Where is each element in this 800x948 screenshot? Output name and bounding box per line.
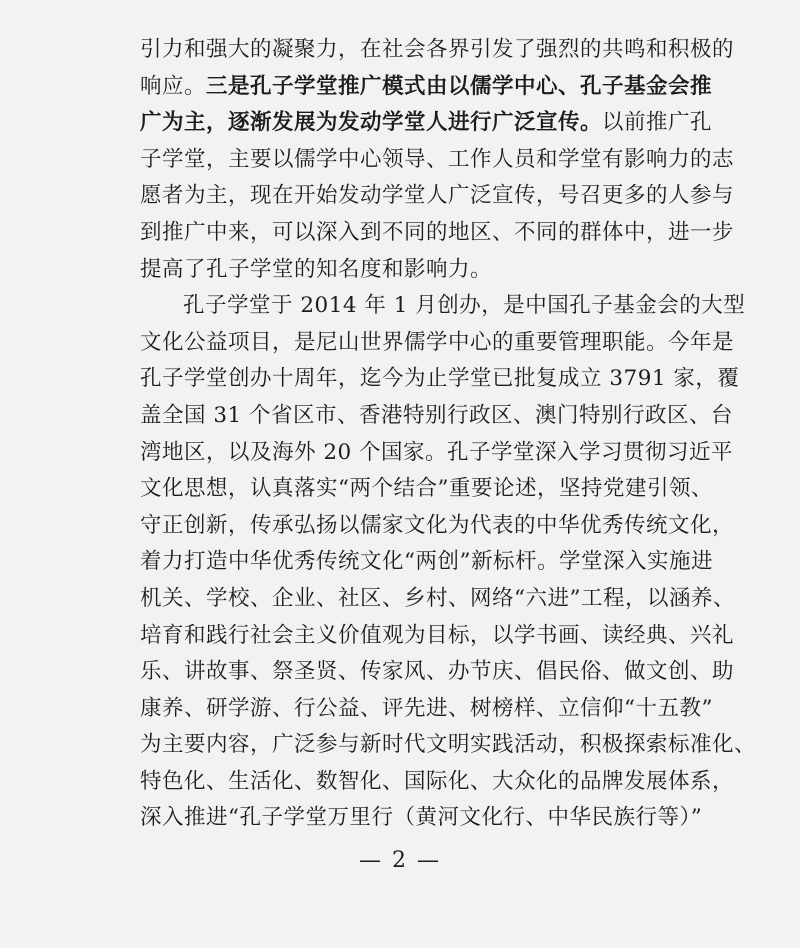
text-line: 守正创新，传承弘扬以儒家文化为代表的中华优秀传统文化， [140,512,735,538]
text-line: 子学堂，主要以儒学中心领导、工作人员和学堂有影响力的志 [140,146,735,172]
text-line: 康养、研学游、行公益、评先进、树榜样、立信仰“十五教” [140,695,713,721]
bold-text-segment: 三是孔子学堂推广模式由以儒学中心、孔子基金会推 [206,73,713,99]
text-line: 愿者为主，现在开始发动学堂人广泛宣传，号召更多的人参与 [140,183,735,209]
paragraph-start-line: 孔子学堂于 2014 年 1 月创办，是中国孔子基金会的大型 [183,293,746,319]
text-line: 机关、学校、企业、社区、乡村、网络“六进”工程，以涵养、 [140,585,735,611]
text-line: 到推广中来，可以深入到不同的地区、不同的群体中，进一步 [140,219,735,245]
text-line: 为主要内容，广泛参与新时代文明实践活动，积极探索标准化、 [140,732,757,758]
text-line [140,69,713,106]
text-line: 湾地区，以及海外 20 个国家。孔子学堂深入学习贯彻习近平 [140,439,734,465]
text-line: 着力打造中华优秀传统文化“两创”新标杆。学堂深入实施进 [140,549,713,575]
text-line: 盖全国 31 个省区市、香港特别行政区、澳门特别行政区、台 [140,402,734,428]
text-line: 孔子学堂创办十周年，迄今为止学堂已批复成立 3791 家，覆 [140,366,740,392]
text-line: 引力和强大的凝聚力，在社会各界引发了强烈的共鸣和积极的 [140,37,735,62]
page-number: — 2 — [359,848,441,873]
text-line: 特色化、生活化、数智化、国际化、大众化的品牌发展体系， [140,768,735,794]
bold-text-segment: 广为主，逐渐发展为发动学堂人进行广泛宣传。 [140,110,603,136]
text-line: 乐、讲故事、祭圣贤、传家风、办节庆、倡民俗、做文创、助 [140,659,735,685]
text-line: 文化公益项目，是尼山世界儒学中心的重要管理职能。今年是 [140,329,735,355]
text-line: 文化思想，认真落实“两个结合”重要论述，坚持党建引领、 [140,476,713,502]
body-text [140,32,757,837]
text-segment: 响应。 [140,73,207,99]
text-line [140,105,713,142]
text-line: 深入推进“孔子学堂万里行（黄河文化行、中华民族行等）” [140,805,703,831]
text-segment: 以前推广孔 [602,110,713,136]
text-line: 培育和践行社会主义价值观为目标，以学书画、读经典、兴礼 [140,622,735,648]
text-line: 提高了孔子学堂的知名度和影响力。 [140,256,493,282]
